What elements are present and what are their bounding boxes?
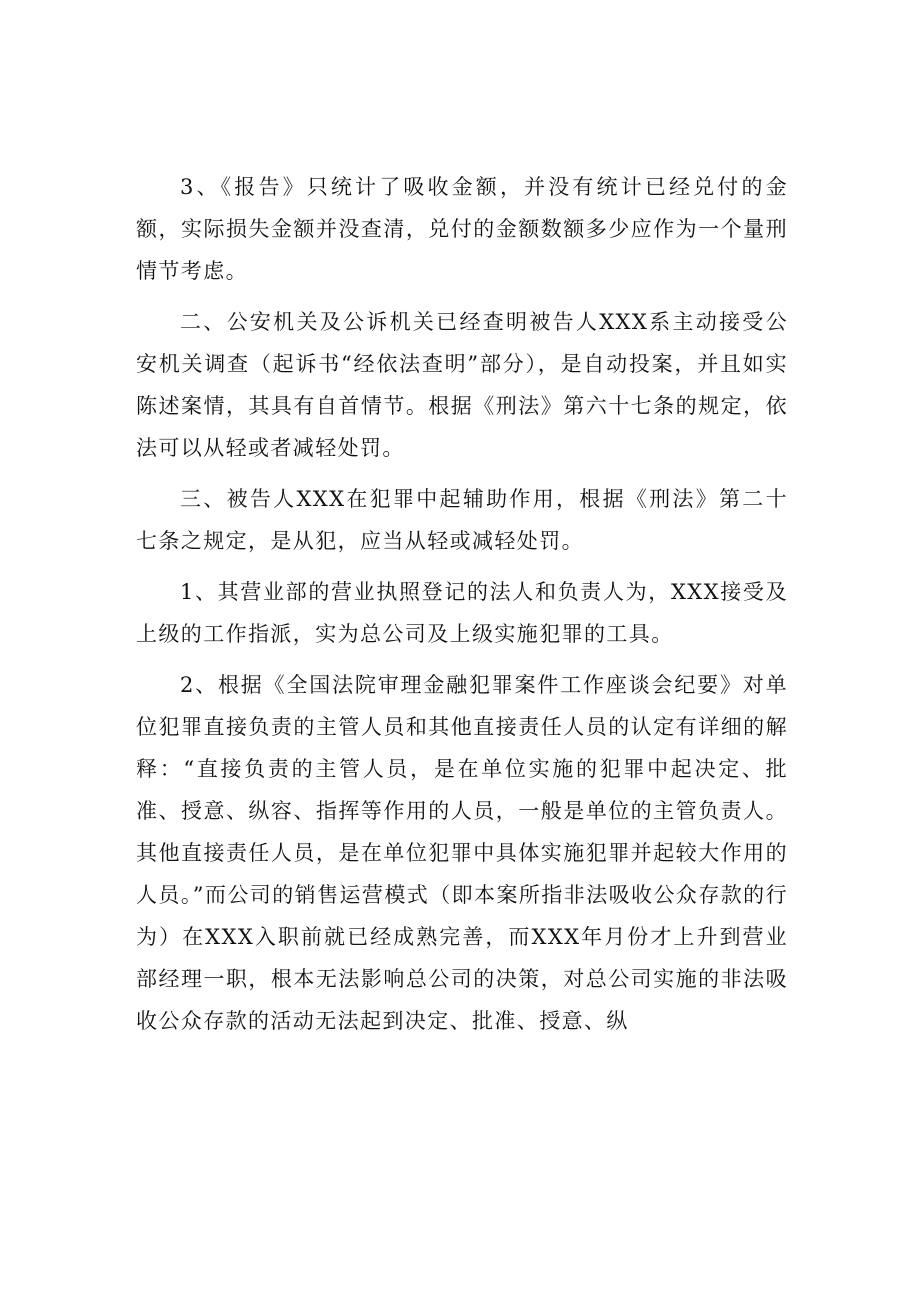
paragraph-report-amount: 3、《报告》只统计了吸收金额，并没有统计已经兑付的金额，实际损失金额并没查清，兑付的金额数额多少应作为一个量刑情节考虑。 [136, 175, 788, 283]
paragraph-court-minutes: 2、根据《全国法院审理金融犯罪案件工作座谈会纪要》对单位犯罪直接负责的主管人员和其他直接责任人员的认定有详细的解释：“直接负责的主管人员，是在单位实施的犯罪中起决定、批准、授意、纵容、指挥等作用的人员，一般是单位的主管负责人。其他直接责任人员，是在单位犯罪中具体实施犯罪并起较大作用的人员。”而公司的销售运营模式（即本案所指非法吸收公众存款的行为）在XXX入职前就已经成熟完善，而XXX年月份才上升到营业部经理一职，根本无法影响总公司的决策，对总公司实施的非法吸收公众存款的活动无法起到决定、批准、授意、纵 [136, 673, 788, 1033]
paragraph-accessory-role: 三、被告人XXX在犯罪中起辅助作用，根据《刑法》第二十七条之规定，是从犯，应当从轻或减轻处罚。 [136, 487, 788, 553]
paragraph-business-license: 1、其营业部的营业执照登记的法人和负责人为，XXX接受及上级的工作指派，实为总公司及上级实施犯罪的工具。 [136, 580, 788, 646]
paragraph-voluntary-surrender: 二、公安机关及公诉机关已经查明被告人XXX系主动接受公安机关调查（起诉书“经依法查明”部分），是自动投案，并且如实陈述案情，其具有自首情节。根据《刑法》第六十七条的规定，依法可以从轻或者减轻处罚。 [136, 310, 788, 460]
document-body [136, 166, 788, 1042]
